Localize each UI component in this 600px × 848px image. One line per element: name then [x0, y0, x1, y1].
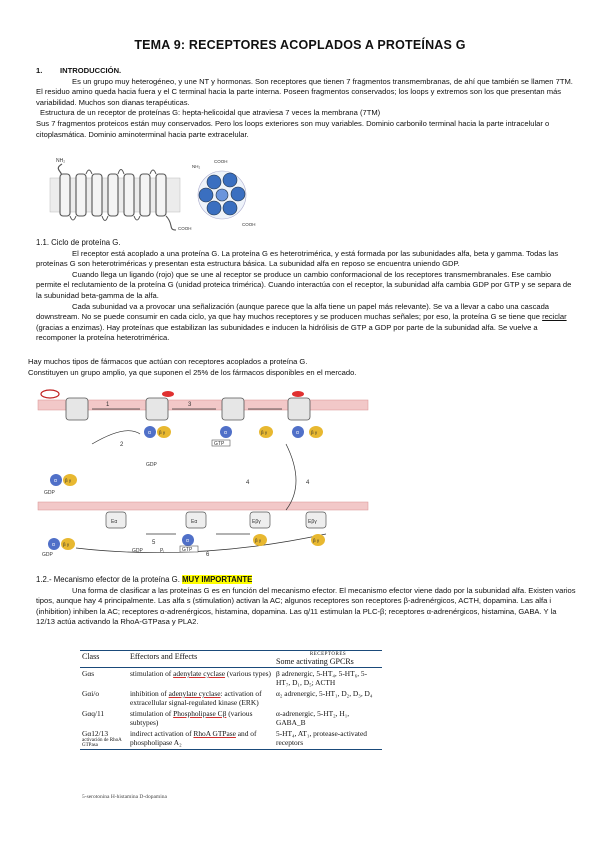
- col-gpcrs: Some activating GPCRs: [276, 657, 354, 666]
- table-footnote: 5-serotonina H-histamina D-dopamina: [82, 794, 167, 800]
- arrows: [76, 409, 326, 553]
- receptor-top-view: [192, 159, 256, 227]
- gdp-label-4: GDP: [132, 548, 143, 554]
- svg-text:β γ: β γ: [63, 542, 70, 547]
- svg-text:β γ: β γ: [311, 430, 318, 435]
- svg-text:α: α: [224, 430, 227, 436]
- drugs-note: [28, 357, 568, 378]
- cooh-label-bottom: COOH: [242, 222, 256, 227]
- table-header: [80, 651, 382, 668]
- class-note: activación de RhoA GTPasa: [82, 738, 122, 748]
- effector-bg-1: Eβγ: [252, 519, 261, 525]
- pi-label: Pᵢ: [160, 548, 165, 554]
- svg-text:β γ: β γ: [261, 430, 268, 435]
- step-4b: 4: [306, 480, 310, 486]
- membrane-bottom: [38, 502, 368, 510]
- svg-text:α: α: [52, 542, 55, 548]
- effector-cell: inhibition of adenylate cyclase: activation of extracellular signal-regulated kinase (ERK): [130, 689, 262, 707]
- cycle-paragraph-3: Cada subunidad va a provocar una señalización (aunque parece que la alfa tiene un papel más relevante). Se va a llevar a cabo una cascada downstream. No se puede consumir en cada ciclo, ya que hay muchos receptores y se producen muchas señales; por eso, la proteína G se tiene que reciclar (gracias a enzimas). Hay proteínas que estabilizan las subunidades e inducen la hidrólisis de GTP a GDP por parte de la subunidad alfa. Se vuelve a recomponer la proteína heterotrimérica.: [36, 301, 567, 343]
- gdp-label-2: GDP: [146, 462, 157, 468]
- cycle-heading: 1.1. Ciclo de proteína G.: [36, 238, 121, 247]
- nh2-label: NH₂: [56, 158, 66, 164]
- helix-4: [108, 174, 118, 216]
- page-title: TEMA 9: RECEPTORES ACOPLADOS A PROTEÍNAS G: [134, 38, 466, 52]
- effectors: [106, 512, 326, 528]
- ligand-1: [41, 390, 59, 398]
- cycle-paragraph-2: Cuando llega un ligando (rojo) que se une al receptor se produce un cambio conformacional de los receptores transmembranales. Ese cambio permite el reclutamiento de la proteína G (unidad proteica trimérica). Cuando interactúa con el receptor, la subunidad alfa cambia GDP por GTP y se separa de la subunidad beta-gamma de la alfa.: [36, 269, 572, 300]
- gdp-label-1: GDP: [44, 490, 55, 496]
- class-cell: Gα12/13 activación de RhoA GTPasa: [80, 728, 128, 750]
- table-row: [80, 668, 382, 689]
- effector-alpha-2: Eα: [191, 519, 198, 525]
- helix-3: [92, 174, 102, 216]
- effector-cell: stimulation of adenylate cyclase (various types): [130, 669, 272, 678]
- important-highlight: MUY IMPORTANTE: [182, 575, 253, 584]
- gpcr-cell: β adrenergic, 5-HT₄, 5-HT₆, 5-HT₇, D₁, D₅; ACTH: [276, 669, 368, 687]
- gtp-label-1: GTP: [214, 441, 225, 447]
- gpcr-cell: α-adrenergic, 5-HT₂, H₁, GABA_B: [276, 709, 350, 727]
- helix-2: [76, 174, 86, 216]
- effector-bg-2: Eβγ: [308, 519, 317, 525]
- class-cell: Gαq/11: [82, 709, 105, 718]
- helix-6: [140, 174, 150, 216]
- effector-paragraph: Una forma de clasificar a las proteínas G es en función del mecanismo efector. El mecanismo efector viene dado por la subunidad alfa. Existen varios tipos, aunque hay 4 principalmente. Las alfa s (stimulation) activan la AC; algunos receptores son receptores β-adrenérgicos, ACTH, dopamina. Las alfa i (inhibition) inhiben la AC; receptores α-adrenérgicos, histamina, dopamina. Las q/11 estimulan la PLC-β; receptores α-adrenérgicos, histamina, GABA. Y la 12/13 actúa activando la RhoA-GTPasa y PLA2.: [36, 585, 576, 627]
- step-3: 3: [188, 402, 192, 408]
- gprotein-class-table: [80, 650, 382, 750]
- gdp-label-3: GDP: [42, 552, 53, 558]
- drugs-line-2: Constituyen un grupo amplio, ya que suponen el 25% de los fármacos disponibles en el mercado.: [28, 367, 357, 377]
- cycle-section: [36, 238, 576, 344]
- intro-paragraph-1: Es un grupo muy heterogéneo, y une NT y hormonas. Son receptores que tienen 7 fragmentos transmembranas, de ahí que también se llamen 7TM. El residuo amino queda hacia fuera y el C terminal hacia la parte interna. Poseen fragmentos conservados; los loops y extremos son los que presentan más variabilidad. Muchos son dianas terapéuticas.: [36, 76, 573, 107]
- svg-text:α: α: [296, 430, 299, 436]
- effector-heading: 1.2.- Mecanismo efector de la proteína G.: [36, 575, 180, 584]
- effector-cell: indirect activation of RhoA GTPase and of phospholipase A₂: [128, 728, 274, 750]
- cycle-paragraph-1: El receptor está acoplado a una proteína G. La proteína G es heterotrimérica, y está formada por las subunidades alfa, beta y gamma. Todas las proteínas G son heterotriméricas y presentan esta estructura básica. La subunidad alfa en reposo se encuentra uniendo GDP.: [36, 248, 559, 269]
- svg-text:β γ: β γ: [65, 478, 72, 483]
- col-effectors: Effectors and Effects: [128, 651, 274, 668]
- table-row: [80, 688, 382, 708]
- helix-5: [124, 174, 134, 216]
- effector-cell: stimulation of Phospholipase Cβ (various subtypes): [130, 709, 253, 727]
- effector-section: [36, 575, 576, 628]
- class-cell: Gαi/o: [82, 689, 100, 698]
- intro-number: 1.: [36, 66, 43, 75]
- intro-heading: INTRODUCCIÓN.: [60, 66, 122, 75]
- cooh-label: COOH: [178, 226, 192, 231]
- svg-text:α: α: [148, 430, 151, 436]
- col-class: Class: [80, 651, 128, 668]
- step-6: 6: [206, 552, 210, 558]
- intro-paragraph-3: Sus 7 fragmentos proteicos están muy conservados. Pero los loops exteriores son muy variables. Dominio carbonilo terminal hacia la parte intracelular o citoplasmática. Dominio aminoterminal hacia parte extracelular.: [36, 118, 550, 139]
- gtp-label-2: GTP: [182, 547, 193, 553]
- reciclar-word: reciclar: [542, 312, 567, 322]
- table-row: [80, 708, 382, 728]
- ligand-3: [292, 391, 304, 397]
- nh2-label-top: NH₂: [192, 164, 201, 169]
- helix-1: [60, 174, 70, 216]
- receptor-7tm-figure: [42, 150, 282, 232]
- step-1: 1: [106, 402, 110, 408]
- intro-paragraph-2: Estructura de un receptor de proteínas G: hepta-helicoidal que atraviesa 7 veces la membrana (7TM): [40, 108, 381, 118]
- svg-text:β γ: β γ: [313, 538, 320, 543]
- svg-text:β γ: β γ: [255, 538, 262, 543]
- drugs-line-1: Hay muchos tipos de fármacos que actúan con receptores acoplados a proteína G.: [28, 357, 308, 366]
- effector-alpha-1: Eα: [111, 519, 118, 525]
- gpcr-cell: α₂ adrenergic, 5-HT₁, D₂, D₃, D₄: [276, 689, 373, 698]
- gpcr-cell: 5-HT₄, AT₁, protease-activated receptors: [274, 728, 382, 750]
- step-2: 2: [120, 442, 124, 448]
- svg-text:α: α: [54, 478, 57, 484]
- step-4a: 4: [246, 480, 250, 486]
- class-cell: Gαs: [82, 669, 95, 678]
- table-row: [80, 728, 382, 750]
- helix-7: [156, 174, 166, 216]
- ligand-2: [162, 391, 174, 397]
- svg-text:α: α: [186, 538, 189, 544]
- cooh-label-top: COOH: [214, 159, 228, 164]
- helices: [60, 174, 166, 216]
- svg-text:β γ: β γ: [159, 430, 166, 435]
- step-5: 5: [152, 540, 156, 546]
- c-terminus-chain: [166, 216, 176, 230]
- gprotein-cycle-figure: [36, 384, 370, 560]
- receptores-caption: RECEPTORES: [309, 652, 347, 657]
- intro-section: [36, 66, 576, 140]
